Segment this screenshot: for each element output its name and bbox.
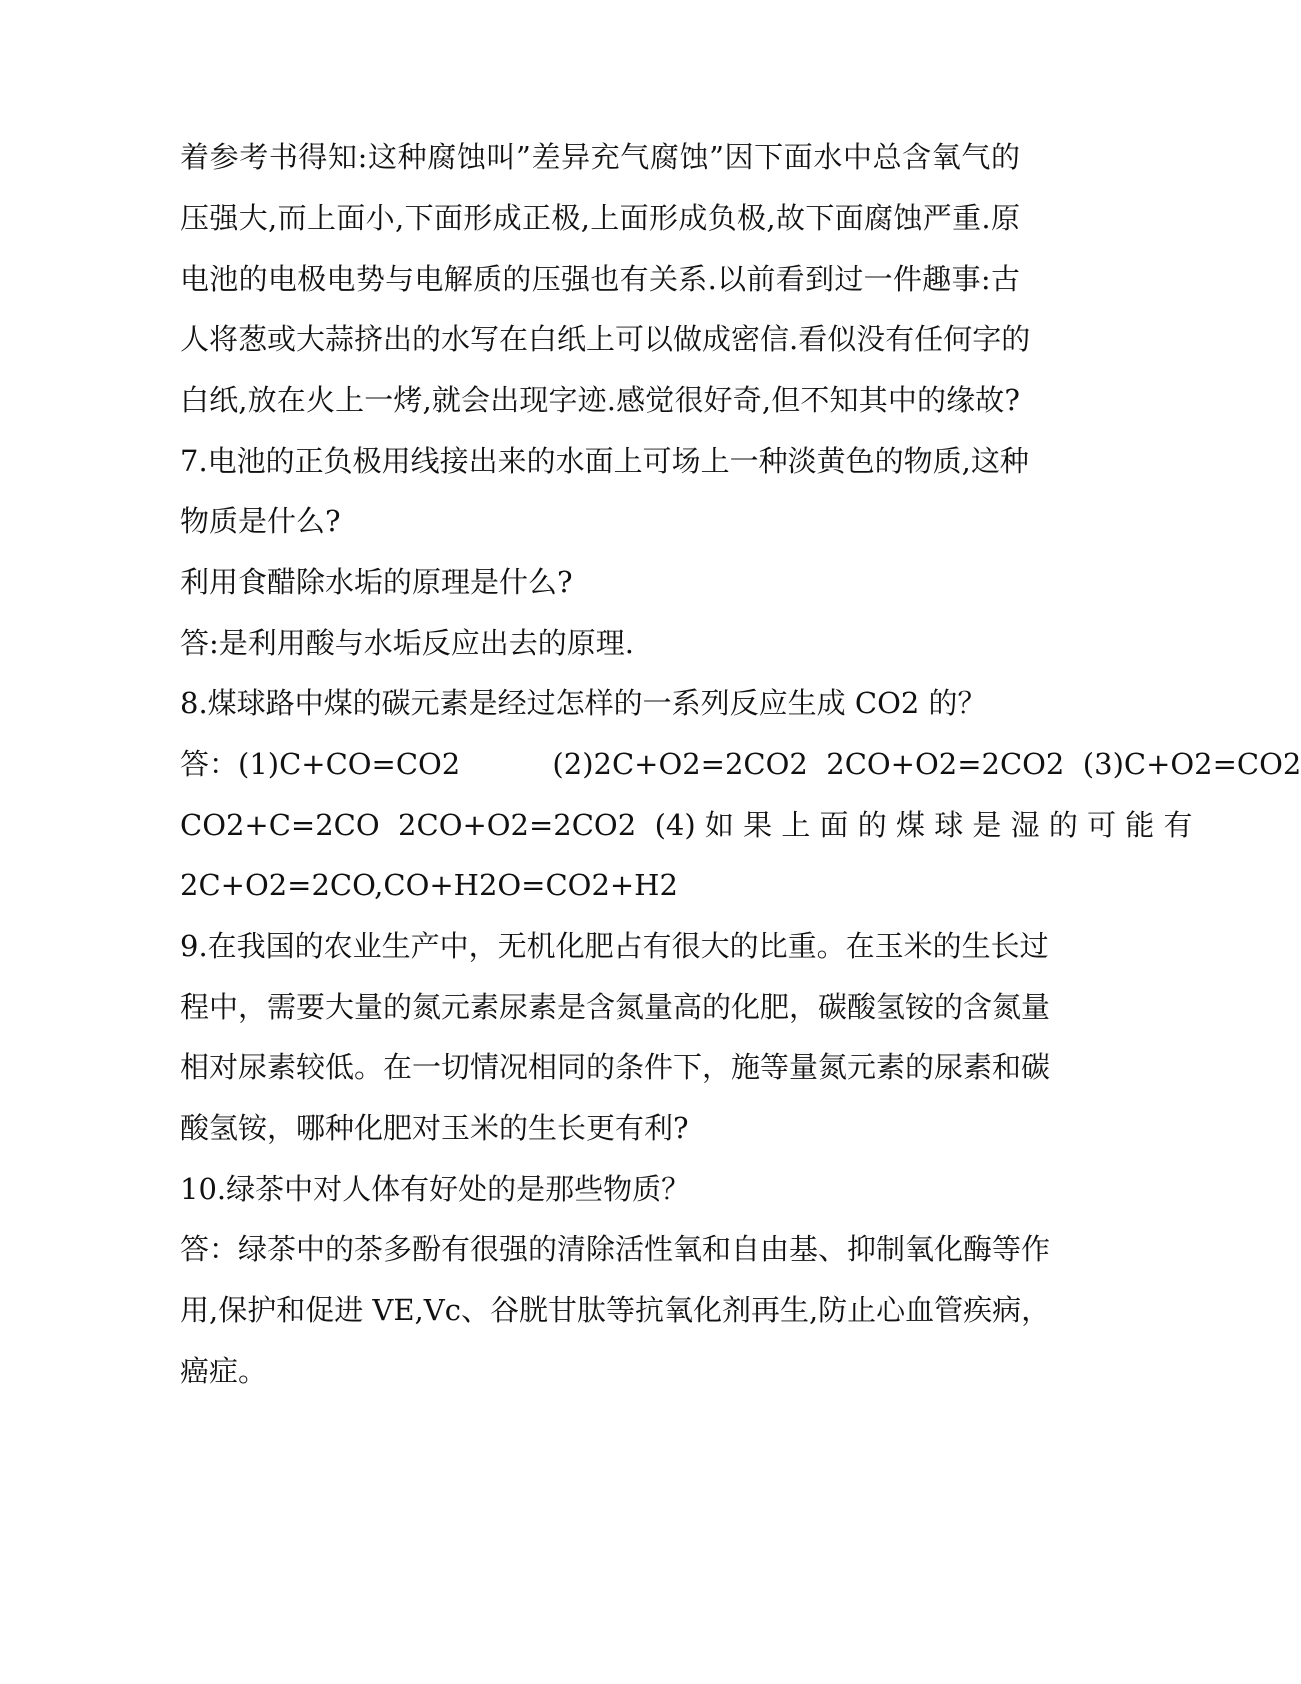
text-line: 利用食醋除水垢的原理是什么?	[180, 565, 573, 599]
text-line: CO2+C=2CO 2CO+O2=2CO2 (4) 如 果 上 面 的 煤 球 是 湿 的 可 能 有	[180, 808, 1193, 842]
text-line: 癌症。	[180, 1354, 268, 1388]
text-line: 电池的电极电势与电解质的压强也有关系.以前看到过一件趣事:古	[180, 262, 1020, 296]
text-line: 7.电池的正负极用线接出来的水面上可场上一种淡黄色的物质,这种	[180, 444, 1029, 478]
text-line: 人将葱或大蒜挤出的水写在白纸上可以做成密信.看似没有任何字的	[180, 322, 1031, 356]
text-line: 答：(1)C+CO=CO2 (2)2C+O2=2CO2 2CO+O2=2CO2 (3)C+O2=CO2	[180, 747, 1301, 781]
text-line: 2C+O2=2CO,CO+H2O=CO2+H2	[180, 868, 678, 902]
text-line: 10.绿茶中对人体有好处的是那些物质？	[180, 1172, 691, 1206]
text-line: 8.煤球路中煤的碳元素是经过怎样的一系列反应生成 CO2 的？	[180, 686, 987, 720]
text-line: 相对尿素较低。在一切情况相同的条件下，施等量氮元素的尿素和碳	[180, 1050, 1051, 1084]
text-line: 9.在我国的农业生产中，无机化肥占有很大的比重。在玉米的生长过	[180, 929, 1049, 963]
text-line: 酸氢铵，哪种化肥对玉米的生长更有利?	[180, 1111, 689, 1145]
text-line: 答：绿茶中的茶多酚有很强的清除活性氧和自由基、抑制氧化酶等作	[180, 1232, 1051, 1266]
text-line: 着参考书得知:这种腐蚀叫”差异充气腐蚀”因下面水中总含氧气的	[180, 140, 1020, 174]
text-line: 用,保护和促进 VE,Vc、谷胱甘肽等抗氧化剂再生,防止心血管疾病，	[180, 1293, 1051, 1327]
text-line: 答:是利用酸与水垢反应出去的原理.	[180, 626, 634, 660]
text-line: 压强大,而上面小,下面形成正极,上面形成负极,故下面腐蚀严重.原	[180, 201, 1020, 235]
text-line: 物质是什么?	[180, 504, 341, 538]
text-line: 白纸,放在火上一烤,就会出现字迹.感觉很好奇,但不知其中的缘故?	[180, 383, 1020, 417]
text-line: 程中，需要大量的氮元素尿素是含氮量高的化肥，碳酸氢铵的含氮量	[180, 990, 1051, 1024]
